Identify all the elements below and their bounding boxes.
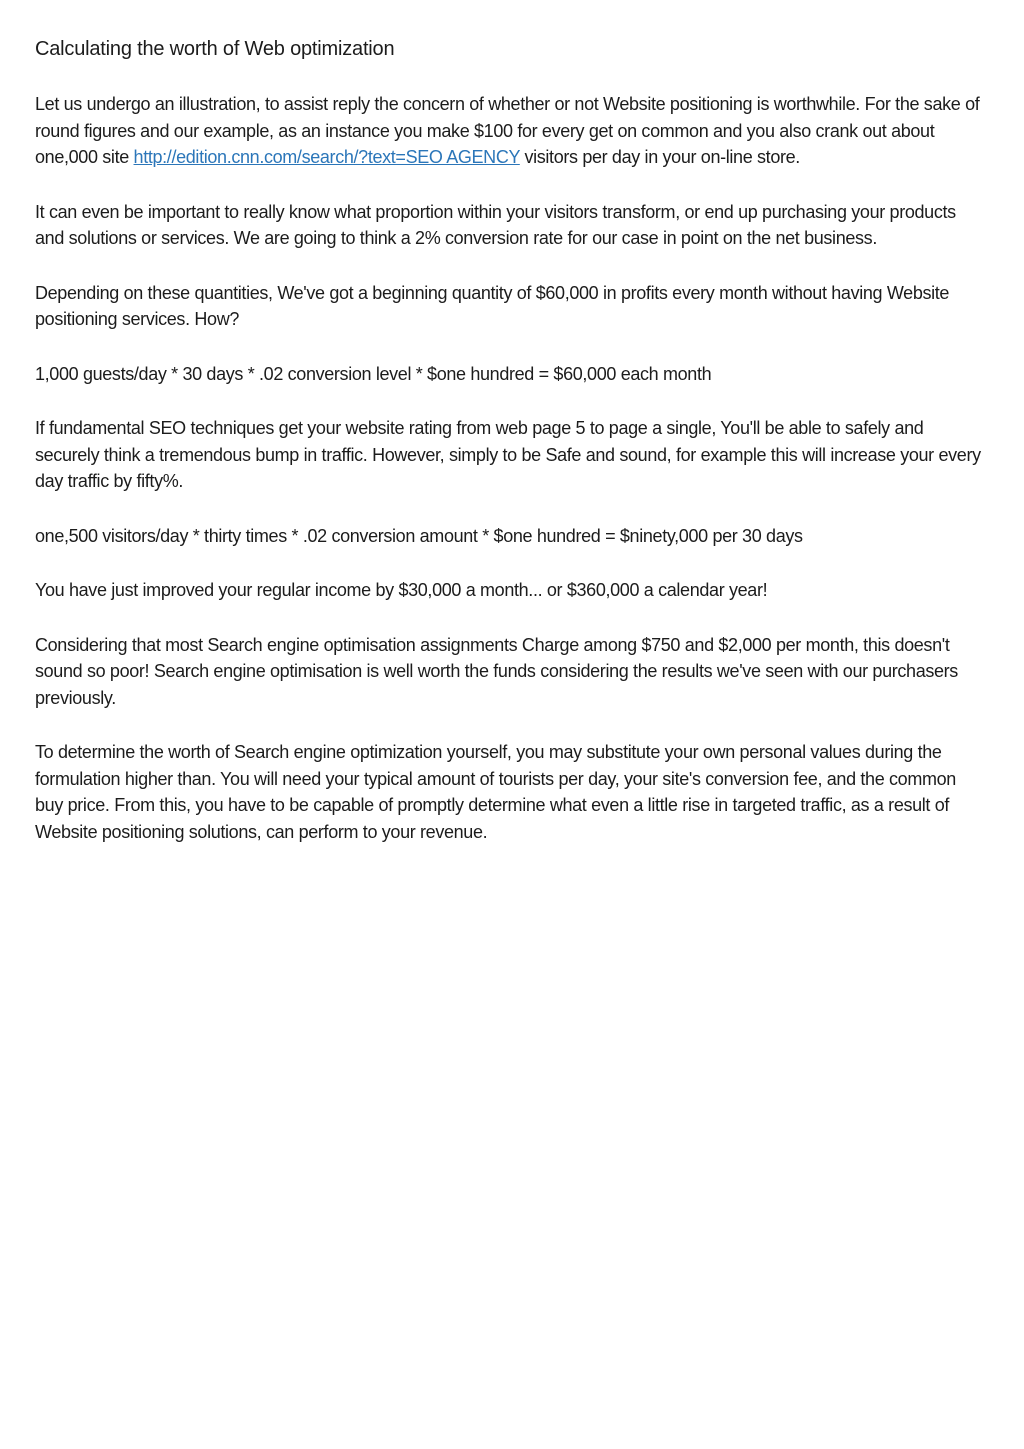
paragraph-text: one,500 visitors/day * thirty times * .02 conversion amount * $one hundred = $ninety,000 per 30 days <box>35 525 803 546</box>
paragraph-6 <box>35 523 986 550</box>
paragraph-text: Let us undergo an illustration, to assist reply the concern of whether or not Website positioning is worthwhile. For the sake of round figures and our example, as an instance you make $100 for every get on common and you also crank out about one,000 site <box>35 94 980 167</box>
paragraph-5 <box>35 415 986 495</box>
paragraph-text: To determine the worth of Search engine optimization yourself, you may substitute your own personal values during the formulation higher than. You will need your typical amount of tourists per day, your site's conversion fee, and the common buy price. From this, you have to be capable of promptly determine what even a little rise in targeted traffic, as a result of Website positioning solutions, can perform to your revenue. <box>35 742 956 842</box>
paragraph-1 <box>35 91 986 171</box>
document-body <box>35 91 986 845</box>
paragraph-text: You have just improved your regular income by $30,000 a month... or $360,000 a calendar year! <box>35 580 768 600</box>
paragraph-text: It can even be important to really know what proportion within your visitors transform, or end up purchasing your products and solutions or services. We are going to think a 2% conversion rate for our case in point on the net business. <box>35 201 956 248</box>
paragraph-3 <box>35 280 986 333</box>
seo-agency-link[interactable]: http://edition.cnn.com/search/?text=SEO AGENCY <box>133 147 520 167</box>
page-title: Calculating the worth of Web optimization <box>35 38 395 60</box>
paragraph-8 <box>35 632 986 712</box>
paragraph-text: visitors per day in your on-line store. <box>519 147 800 167</box>
paragraph-7 <box>35 577 986 604</box>
paragraph-2 <box>35 199 986 252</box>
paragraph-4 <box>35 361 986 388</box>
paragraph-text: Depending on these quantities, We've got a beginning quantity of $60,000 in profits every month without having Website positioning services. How? <box>35 282 950 329</box>
paragraph-9 <box>35 739 986 845</box>
paragraph-text: Considering that most Search engine optimisation assignments Charge among $750 and $2,000 per month, this doesn't sound so poor! Search engine optimisation is well worth the funds considering the results we've seen with our purchasers previously. <box>35 634 958 708</box>
paragraph-text: If fundamental SEO techniques get your website rating from web page 5 to page a single, You'll be able to safely and securely think a tremendous bump in traffic. However, simply to be Safe and sound, for example this will increase your every day traffic by fifty%. <box>35 418 981 491</box>
paragraph-text: 1,000 guests/day * 30 days * .02 conversion level * $one hundred = $60,000 each month <box>35 363 712 384</box>
